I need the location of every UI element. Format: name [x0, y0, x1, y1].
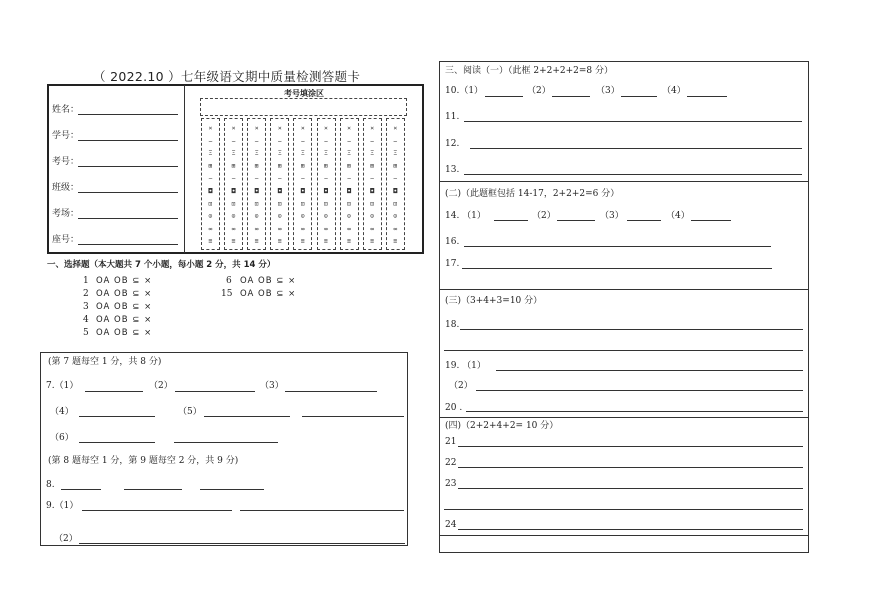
reading4-heading: (四)（2+2+4+2= 10 分）	[445, 421, 559, 431]
choice-q5-number: 5	[83, 328, 89, 338]
seat-field[interactable]	[78, 244, 178, 245]
exam-number-bubble[interactable]: ⌣	[370, 136, 375, 145]
exam-number-bubble[interactable]: Ξ	[231, 149, 236, 158]
q11-label: 11.	[445, 112, 460, 122]
q7-5-label: （5）	[178, 407, 202, 417]
exam-number-bubble[interactable]: ⌢	[231, 174, 236, 183]
exam-number-bubble[interactable]: ⌢	[323, 174, 329, 183]
q10-2-label: （2）	[527, 86, 551, 96]
exam-number-bubble[interactable]: ⊡	[300, 199, 305, 208]
exam-number-bubble[interactable]: ⊞	[300, 161, 305, 170]
q7-4-field[interactable]	[79, 416, 155, 417]
exam-number-bubble[interactable]: ×	[370, 124, 375, 132]
exam-number-bubble[interactable]: ⊙	[347, 212, 352, 221]
exam-number-bubble[interactable]: ⌣	[208, 136, 213, 145]
choice-q15-options[interactable]: OA OB ⊆ ⨯	[240, 289, 297, 299]
exam-number-bubble[interactable]: ≡	[208, 237, 213, 246]
q7-6-label: （6）	[50, 433, 74, 443]
q21-field[interactable]	[458, 446, 803, 447]
q10-4-field[interactable]	[687, 96, 727, 97]
exam-number-bubble[interactable]: ×	[324, 124, 328, 132]
q14-1-label: 14. （1）	[445, 211, 486, 221]
exam-number-bubble[interactable]: Ξ	[324, 149, 328, 158]
q14-4-field[interactable]	[691, 220, 731, 221]
choice-q4-options[interactable]: OA OB ⊆ ⨯	[96, 315, 153, 325]
class-label: 班级：	[52, 183, 80, 193]
q10-3-field[interactable]	[621, 96, 657, 97]
exam-number-bubble[interactable]: ⌣	[346, 136, 352, 145]
exam-number-bubble[interactable]: ∞	[231, 224, 236, 233]
exam-number-bubble[interactable]: ◘	[300, 187, 305, 195]
q7-4-label: （4）	[50, 407, 74, 417]
page-title: （ 2022.10 ）七年级语文期中质量检测答题卡	[93, 69, 361, 84]
choice-q3-number: 3	[83, 302, 89, 312]
exam-number-bubble[interactable]: ×	[254, 124, 259, 132]
exam-number-bubble[interactable]: ≡	[324, 237, 328, 246]
exam-number-bubble[interactable]: ≡	[277, 237, 282, 246]
exam-number-bubble[interactable]: ⌢	[208, 174, 213, 183]
exam-number-bubble[interactable]: ∞	[254, 224, 259, 233]
exam-number-bubble[interactable]: ×	[208, 124, 213, 132]
q19-1-field[interactable]	[496, 370, 803, 371]
exam-room-field[interactable]	[78, 218, 178, 219]
q9-2-label: （2）	[54, 534, 78, 544]
q21-label: 21	[445, 437, 457, 447]
choice-q2-options[interactable]: OA OB ⊆ ⨯	[96, 289, 153, 299]
q14-3-field[interactable]	[627, 220, 661, 221]
section1-heading: 一、选择题（本大题共 7 个小题，每小题 2 分，共 14 分）	[47, 260, 276, 270]
q9-1-label: 9.（1）	[46, 501, 79, 511]
student-id-label: 学号：	[52, 131, 80, 141]
choice-q6-number: 6	[226, 276, 232, 286]
divider-4	[439, 535, 809, 536]
exam-number-column[interactable]	[201, 118, 220, 250]
q22-label: 22	[445, 458, 457, 468]
exam-number-bubble[interactable]: ⌢	[393, 174, 398, 183]
class-field[interactable]	[78, 192, 178, 193]
q7-2-field[interactable]	[175, 391, 255, 392]
q8-field-3[interactable]	[200, 489, 264, 490]
q12-field[interactable]	[470, 148, 802, 149]
exam-number-bubble[interactable]: ⊡	[254, 199, 259, 208]
seat-label: 座号：	[52, 235, 80, 245]
exam-number-column[interactable]	[224, 118, 243, 250]
exam-number-bubble[interactable]: Ξ	[208, 149, 213, 158]
choice-q2-number: 2	[83, 289, 89, 299]
q14-4-label: （4）	[666, 211, 690, 221]
exam-number-bubble[interactable]: Ξ	[370, 149, 375, 158]
right-answer-box	[439, 61, 809, 553]
choice-q1-options[interactable]: OA OB ⊆ ⨯	[96, 276, 153, 286]
exam-number-bubble[interactable]: ◘	[277, 187, 282, 195]
exam-number-bubble[interactable]: ∞	[393, 224, 398, 233]
q16-label: 16.	[445, 237, 460, 247]
exam-number-bubble[interactable]: ◘	[231, 187, 236, 195]
exam-number-bubble[interactable]: ×	[300, 124, 305, 132]
exam-number-bubble[interactable]: ⊞	[370, 161, 375, 170]
q7-3-field[interactable]	[285, 391, 377, 392]
exam-number-bubble[interactable]: Ξ	[300, 149, 305, 158]
exam-number-bubble[interactable]: ◘	[324, 187, 328, 195]
exam-number-bubble[interactable]: ⌣	[323, 136, 329, 145]
exam-number-bubble[interactable]: ⊞	[277, 161, 282, 170]
exam-number-bubble[interactable]: ⌢	[370, 174, 375, 183]
q8-field-1[interactable]	[61, 489, 101, 490]
exam-number-bubble[interactable]: ◘	[347, 187, 352, 195]
exam-number-bubble[interactable]: ∞	[324, 224, 328, 233]
q18-label: 18.	[445, 320, 460, 330]
q23b-field[interactable]	[444, 509, 803, 510]
choice-q3-options[interactable]: OA OB ⊆ ⨯	[96, 302, 153, 312]
reading3-heading: (三)（3+4+3=10 分）	[445, 296, 543, 306]
q8-q9-note: (第 8 题每空 1 分，第 9 题每空 2 分，共 9 分)	[48, 456, 239, 466]
exam-number-bubble[interactable]: ⊡	[370, 199, 375, 208]
exam-number-bubble[interactable]: ⊡	[231, 199, 236, 208]
exam-number-bubble[interactable]: ⊞	[347, 161, 352, 170]
exam-number-write-row[interactable]	[200, 98, 407, 116]
exam-number-bubble[interactable]: ⌣	[231, 136, 236, 145]
choice-q4-number: 4	[83, 315, 89, 325]
exam-number-bubble[interactable]: ∞	[347, 224, 352, 233]
q10-3-label: （3）	[596, 86, 620, 96]
exam-number-bubble[interactable]: ⊙	[231, 212, 236, 221]
exam-number-bubble[interactable]: ⊞	[254, 161, 259, 170]
q7-6-field[interactable]	[79, 442, 155, 443]
exam-number-bubble[interactable]: ⊡	[277, 199, 282, 208]
q8-label: 8.	[46, 480, 55, 490]
reading1-heading: 三、阅读（一）（此框 2+2+2+2=8 分）	[445, 66, 614, 76]
exam-number-bubble[interactable]: ⌣	[254, 136, 259, 145]
exam-number-column[interactable]	[340, 118, 359, 250]
q7-2-label: （2）	[149, 381, 173, 391]
student-id-field[interactable]	[78, 140, 178, 141]
exam-number-bubble[interactable]: ⌣	[277, 136, 282, 145]
q7-3-label: （3）	[260, 381, 284, 391]
choice-q6-options[interactable]: OA OB ⊆ ⨯	[240, 276, 297, 286]
choice-q1-number: 1	[83, 276, 89, 286]
q19-2-field[interactable]	[476, 390, 803, 391]
exam-number-column[interactable]	[247, 118, 266, 250]
exam-number-bubble[interactable]: Ξ	[254, 149, 259, 158]
exam-number-bubble[interactable]: ⌢	[300, 174, 306, 183]
q14-2-field[interactable]	[557, 220, 595, 221]
q7-5b-field[interactable]	[302, 416, 404, 417]
q10-4-label: （4）	[662, 86, 686, 96]
exam-number-bubble[interactable]: Ξ	[347, 149, 352, 158]
exam-number-bubble[interactable]: ∞	[208, 224, 213, 233]
exam-number-bubble[interactable]: ◘	[208, 187, 213, 195]
exam-number-bubble[interactable]: ⌢	[346, 174, 352, 183]
q12-label: 12.	[445, 139, 460, 149]
exam-number-bubble[interactable]: ∞	[300, 224, 305, 233]
divider-1	[439, 181, 809, 182]
q20-label: 20 .	[445, 403, 463, 413]
q10-2-field[interactable]	[552, 96, 590, 97]
q24-label: 24	[445, 520, 457, 530]
exam-number-bubble[interactable]: ⊞	[231, 161, 236, 170]
q17-field[interactable]	[462, 268, 772, 269]
q7-5-field[interactable]	[204, 416, 290, 417]
exam-number-column[interactable]	[270, 118, 289, 250]
exam-number-column[interactable]	[363, 118, 382, 250]
q23-field[interactable]	[458, 488, 803, 489]
name-field[interactable]	[78, 114, 178, 115]
exam-number-bubble[interactable]: ≡	[347, 237, 352, 246]
q18b-field[interactable]	[444, 350, 803, 351]
q14-2-label: （2）	[532, 211, 556, 221]
exam-number-bubble[interactable]: ≡	[254, 237, 259, 246]
q9-1b-field[interactable]	[240, 510, 404, 511]
q13-field[interactable]	[464, 174, 802, 175]
q7-1-field[interactable]	[85, 391, 143, 392]
exam-number-bubble[interactable]: ⊙	[393, 212, 398, 221]
info-divider	[184, 85, 185, 253]
q24-field[interactable]	[458, 529, 803, 530]
exam-number-bubble[interactable]: ◘	[370, 187, 375, 195]
divider-2	[439, 289, 809, 290]
exam-id-field[interactable]	[78, 166, 178, 167]
exam-number-bubble[interactable]: ⊞	[324, 161, 328, 170]
q9-2-field[interactable]	[79, 543, 405, 544]
exam-number-bubble[interactable]: Ξ	[277, 149, 282, 158]
exam-number-bubble[interactable]: ⊡	[324, 199, 328, 208]
exam-number-bubble[interactable]: ∞	[370, 224, 375, 233]
exam-number-bubble[interactable]: ×	[277, 124, 282, 132]
exam-number-bubble[interactable]: ≡	[393, 237, 398, 246]
exam-number-bubble[interactable]: ⊞	[208, 161, 213, 170]
reading2-heading: (二)（此题框包括 14-17，2+2+2=6 分）	[445, 189, 620, 199]
choice-q15-number: 15	[221, 289, 233, 299]
exam-number-bubble[interactable]: ◘	[254, 187, 259, 195]
exam-number-column[interactable]	[317, 118, 336, 250]
q14-3-label: （3）	[600, 211, 624, 221]
exam-number-bubble[interactable]: ⊙	[277, 212, 282, 221]
q7-6b-field[interactable]	[174, 442, 278, 443]
exam-number-bubble[interactable]: Ξ	[393, 149, 398, 158]
exam-number-bubble[interactable]: ≡	[231, 237, 236, 246]
exam-number-column[interactable]	[386, 118, 405, 250]
q17-label: 17.	[445, 259, 460, 269]
q20-field[interactable]	[466, 411, 803, 412]
exam-number-bubble[interactable]: ⊙	[208, 212, 213, 221]
q7-1-label: 7.（1）	[46, 381, 79, 391]
exam-number-bubble[interactable]: ⊙	[324, 212, 328, 221]
exam-number-bubble[interactable]: ∞	[277, 224, 282, 233]
exam-number-bubble[interactable]: ≡	[370, 237, 375, 246]
exam-number-bubble[interactable]: ⊙	[254, 212, 259, 221]
exam-number-bubble[interactable]: ◘	[393, 187, 398, 195]
exam-number-bubble[interactable]: ×	[347, 124, 352, 132]
q10-1-label: 10.（1）	[445, 86, 484, 96]
q9-1-field[interactable]	[82, 510, 232, 511]
name-label: 姓名：	[52, 105, 80, 115]
left-answer-box	[40, 352, 408, 546]
exam-number-bubble[interactable]: ⌢	[254, 174, 259, 183]
exam-number-bubble[interactable]: ⊙	[370, 212, 375, 221]
exam-number-bubble[interactable]: ×	[393, 124, 398, 132]
exam-number-bubble[interactable]: ×	[231, 124, 236, 132]
exam-number-bubble[interactable]: ⊡	[208, 199, 213, 208]
exam-id-label: 考号：	[52, 157, 80, 167]
q11-field[interactable]	[464, 121, 802, 122]
q22-field[interactable]	[458, 467, 803, 468]
exam-number-bubble[interactable]: ⊡	[393, 199, 398, 208]
q23-label: 23	[445, 479, 457, 489]
q16-field[interactable]	[464, 246, 771, 247]
exam-number-bubble[interactable]: ⊙	[300, 212, 305, 221]
exam-number-area-label: 考号填涂区	[284, 89, 324, 98]
exam-number-column[interactable]	[293, 118, 312, 250]
q13-label: 13.	[445, 165, 460, 175]
exam-number-bubble[interactable]: ≡	[300, 237, 305, 246]
choice-q5-options[interactable]: OA OB ⊆ ⨯	[96, 328, 153, 338]
q10-1-field[interactable]	[485, 96, 523, 97]
divider-3	[439, 417, 809, 418]
exam-number-bubble[interactable]: ⌣	[393, 136, 398, 145]
exam-number-bubble[interactable]: ⌣	[300, 136, 306, 145]
exam-room-label: 考场：	[52, 209, 80, 219]
q8-field-2[interactable]	[124, 489, 182, 490]
q14-1-field[interactable]	[494, 220, 528, 221]
q19-2-label: （2）	[449, 381, 473, 391]
exam-number-bubble[interactable]: ⌢	[277, 174, 282, 183]
exam-number-bubble[interactable]: ⊞	[393, 161, 398, 170]
q19-1-label: 19. （1）	[445, 361, 486, 371]
q18-field[interactable]	[460, 329, 803, 330]
exam-number-bubble[interactable]: ⊡	[347, 199, 352, 208]
q7-note: (第 7 题每空 1 分，共 8 分)	[48, 357, 162, 367]
